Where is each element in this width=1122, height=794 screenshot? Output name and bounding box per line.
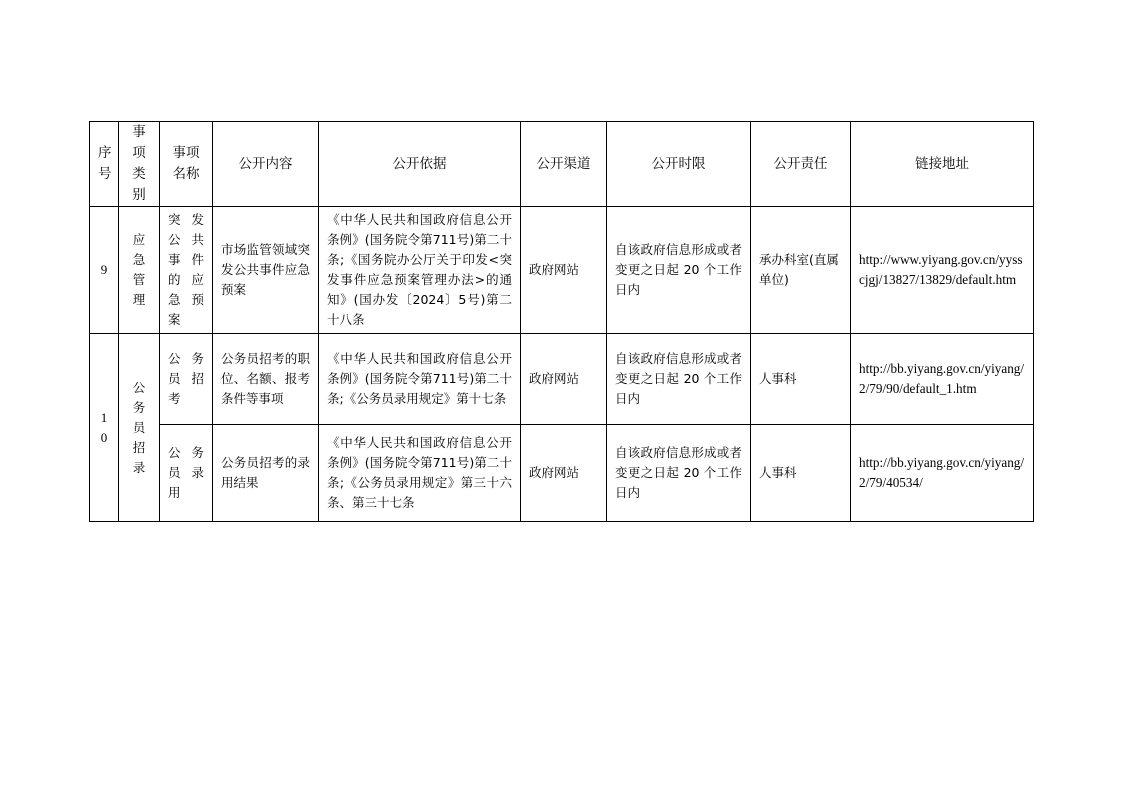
disclosure-table: [89, 121, 1034, 522]
cell-responsibility: 承办科室(直属单位): [751, 207, 851, 334]
cell-time-limit: 自该政府信息形成或者变更之日起 20 个工作日内: [607, 425, 751, 522]
cell-item-name: 公务员录用: [160, 425, 213, 522]
header-category: 事项类别: [119, 122, 160, 207]
cell-channel: 政府网站: [521, 425, 607, 522]
cell-link[interactable]: http://www.yiyang.gov.cn/yysscjgj/13827/13829/default.htm: [851, 207, 1034, 334]
cell-basis: 《中华人民共和国政府信息公开条例》(国务院令第711号)第二十条;《国务院办公厅关于印发<突发事件应急预案管理办法>的通知》(国办发〔2024〕5号)第二十八条: [319, 207, 521, 334]
header-time-limit: 公开时限: [607, 122, 751, 207]
header-content: 公开内容: [213, 122, 319, 207]
header-item-name: 事项名称: [160, 122, 213, 207]
header-link: 链接地址: [851, 122, 1034, 207]
cell-basis: 《中华人民共和国政府信息公开条例》(国务院令第711号)第二十条;《公务员录用规定》第三十六条、第三十七条: [319, 425, 521, 522]
header-seq: 序号: [90, 122, 119, 207]
cell-time-limit: 自该政府信息形成或者变更之日起 20 个工作日内: [607, 207, 751, 334]
header-channel: 公开渠道: [521, 122, 607, 207]
cell-responsibility: 人事科: [751, 425, 851, 522]
cell-content: 市场监管领域突发公共事件应急预案: [213, 207, 319, 334]
table-header-row: [90, 122, 1034, 207]
cell-seq: 9: [90, 207, 119, 334]
header-basis: 公开依据: [319, 122, 521, 207]
cell-category: 公务员招录: [119, 334, 160, 522]
cell-responsibility: 人事科: [751, 334, 851, 425]
table-row: [90, 334, 1034, 425]
cell-time-limit: 自该政府信息形成或者变更之日起 20 个工作日内: [607, 334, 751, 425]
table-row: [90, 207, 1034, 334]
cell-link[interactable]: http://bb.yiyang.gov.cn/yiyang/2/79/90/default_1.htm: [851, 334, 1034, 425]
cell-channel: 政府网站: [521, 207, 607, 334]
cell-link[interactable]: http://bb.yiyang.gov.cn/yiyang/2/79/40534/: [851, 425, 1034, 522]
cell-content: 公务员招考的职位、名额、报考条件等事项: [213, 334, 319, 425]
header-responsibility: 公开责任: [751, 122, 851, 207]
cell-content: 公务员招考的录用结果: [213, 425, 319, 522]
cell-item-name: 突发公共事件的应急预案: [160, 207, 213, 334]
cell-category: 应急管理: [119, 207, 160, 334]
table-row: [90, 425, 1034, 522]
cell-basis: 《中华人民共和国政府信息公开条例》(国务院令第711号)第二十条;《公务员录用规定》第十七条: [319, 334, 521, 425]
cell-seq: 10: [90, 334, 119, 522]
cell-channel: 政府网站: [521, 334, 607, 425]
cell-item-name: 公务员招考: [160, 334, 213, 425]
